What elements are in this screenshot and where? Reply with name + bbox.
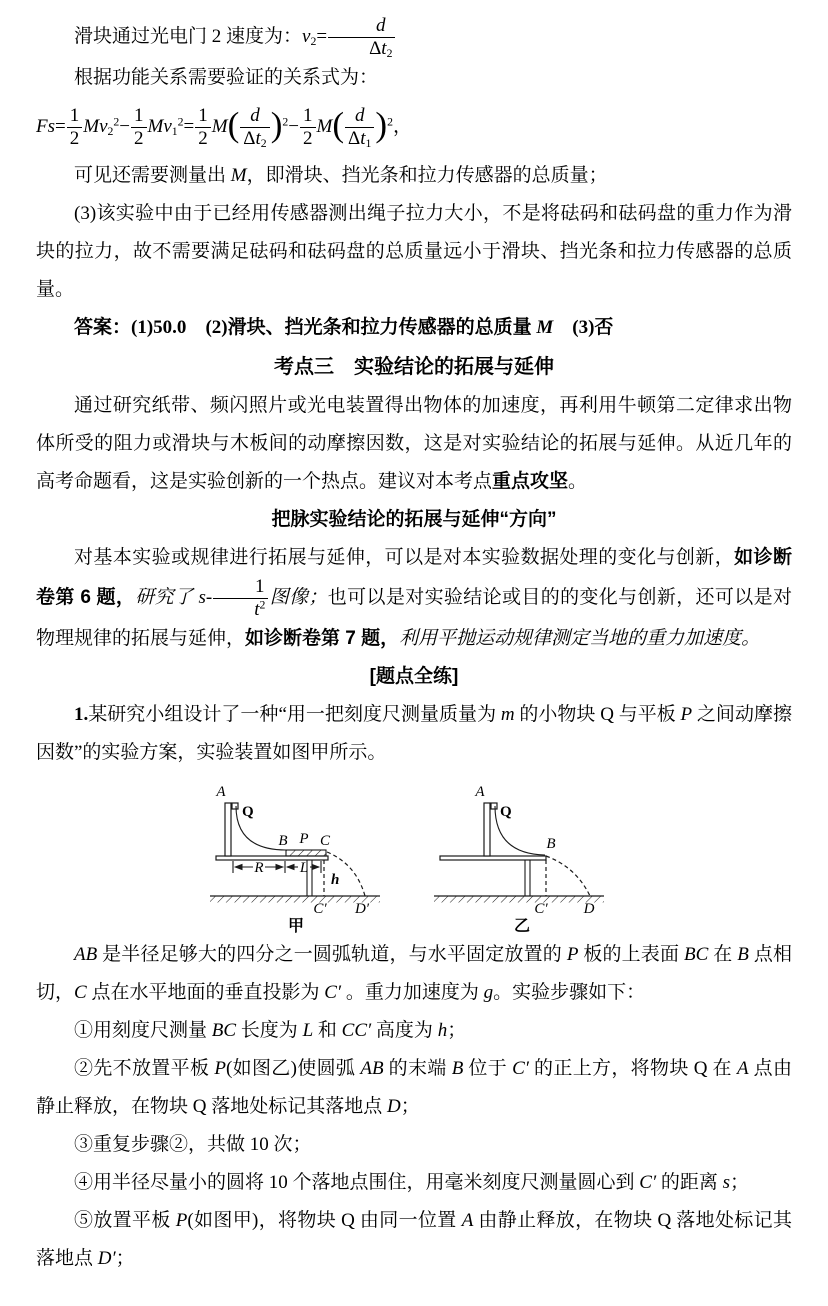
- ground-group: [434, 896, 604, 903]
- table-group: [440, 856, 546, 896]
- paragraph-measure-mass: 可见还需要测量出 M，即滑块、挡光条和拉力传感器的总质量；: [74, 165, 608, 187]
- caption-jia: 甲: [287, 917, 305, 934]
- step-4: ④用半径尽量小的圆将 10 个落地点围住，用毫米刻度尺测量圆心到 C′ 的距离 s；: [74, 1171, 750, 1193]
- paragraph-question1: 1.某研究小组设计了一种“用一把刻度尺测量质量为 m 的小物块 Q 与平板 P 之间动摩擦因数”的实验方案，实验装置如图甲所示。: [36, 703, 792, 763]
- paragraph-extension-detail: 对基本实验或规律进行拓展与延伸，可以是对本实验数据处理的变化与创新，如诊断卷第 6 题，研究了 s- $\frac{1}{t^2}$ 图像；也可以是对实验结论或目的的变化与创新，还可以是对物理规律的拓展与延伸，如诊断卷第 7 题，利用平抛运动规律测定当地的重力加速度。: [36, 547, 792, 649]
- paragraph-answer-part3: (3)该实验中由于已经用传感器测出绳子拉力大小，不是将砝码和砝码盘的重力作为滑块的拉力，故不需要满足砝码和砝码盘的总质量远小于滑块、挡光条和拉力传感器的总质量。: [36, 203, 792, 301]
- step-3: ③重复步骤②，共做 10 次；: [74, 1133, 312, 1155]
- step-5: ⑤放置平板 P(如图甲)，将物块 Q 由同一位置 A 由静止释放，在物块 Q 落地处标记其落地点 D′；: [36, 1209, 792, 1269]
- paragraph-relation-intro: 根据功能关系需要验证的关系式为：: [74, 67, 379, 89]
- formula-work-energy: Fs= $\frac{1}{2}$ $Mv_2^2-$ $\frac{1}{2}$ $Mv_1^2=$ $\frac{1}{2}$ M( $\frac{d}{\Delta t_2}$ )$^2$− $\frac{1}{2}$ M( $\frac{d}{\Delta t_1}$ )$^2$，: [36, 105, 413, 151]
- label-C-prime: C′: [534, 900, 548, 917]
- step-1: ①用刻度尺测量 BC 长度为 L 和 CC′ 高度为 h；: [74, 1019, 467, 1041]
- label-Q: Q: [500, 803, 512, 820]
- figure-yi-diagram: [432, 776, 620, 934]
- svg-text:R: R: [254, 859, 264, 876]
- caption-yi: 乙: [513, 917, 531, 934]
- label-A: A: [216, 783, 226, 800]
- label-D: D: [583, 900, 595, 917]
- figure-jia-diagram: [208, 776, 396, 934]
- label-C: C: [319, 832, 331, 849]
- label-A: A: [475, 783, 485, 800]
- dimension-R: [233, 860, 285, 876]
- label-C-prime: C′: [313, 900, 327, 917]
- paragraph-kaodian-intro: 通过研究纸带、频闪照片或光电装置得出物体的加速度，再利用牛顿第二定律求出物体所受的阻力或滑块与木板间的动摩擦因数，这是对实验结论的拓展与延伸。从近几年的高考命题看，这是实验创新的一个热点。建议对本考点重点攻坚。: [36, 395, 792, 493]
- step-2: ②先不放置平板 P(如图乙)使圆弧 AB 的末端 B 位于 C′ 的正上方，将物块 Q 在 A 点由静止释放，在物块 Q 落地处标记其落地点 D；: [36, 1057, 792, 1117]
- subheading-question-drill: [题点全练]: [369, 665, 459, 687]
- label-P: P: [299, 830, 309, 847]
- label-D-prime: D′: [354, 900, 370, 917]
- section-heading-kaodian3: 考点三 实验结论的拓展与延伸: [274, 356, 554, 379]
- answer-line: 答案：(1)50.0 (2)滑块、挡光条和拉力传感器的总质量 M (3)否: [74, 317, 614, 339]
- label-h: h: [331, 871, 340, 888]
- paragraph-setup-description: AB 是半径足够大的四分之一圆弧轨道，与水平固定放置的 P 板的上表面 BC 在 B 点相切，C 点在水平地面的垂直投影为 C′ 。重力加速度为 g。实验步骤如下：: [36, 943, 792, 1003]
- plate-p: [286, 850, 326, 856]
- label-B: B: [278, 832, 288, 849]
- experiment-figure: [36, 776, 792, 934]
- dimension-L: [287, 860, 321, 876]
- trajectory-dashed: [546, 856, 590, 896]
- svg-text:L: L: [299, 859, 309, 876]
- label-Q: Q: [242, 803, 254, 820]
- paragraph-photogate-speed: 滑块通过光电门 2 速度为：$v_2=$ $\frac{d}{\Delta t_2}$: [36, 16, 792, 59]
- subheading-direction: 把脉实验结论的拓展与延伸“方向”: [271, 509, 557, 531]
- label-B: B: [546, 835, 556, 852]
